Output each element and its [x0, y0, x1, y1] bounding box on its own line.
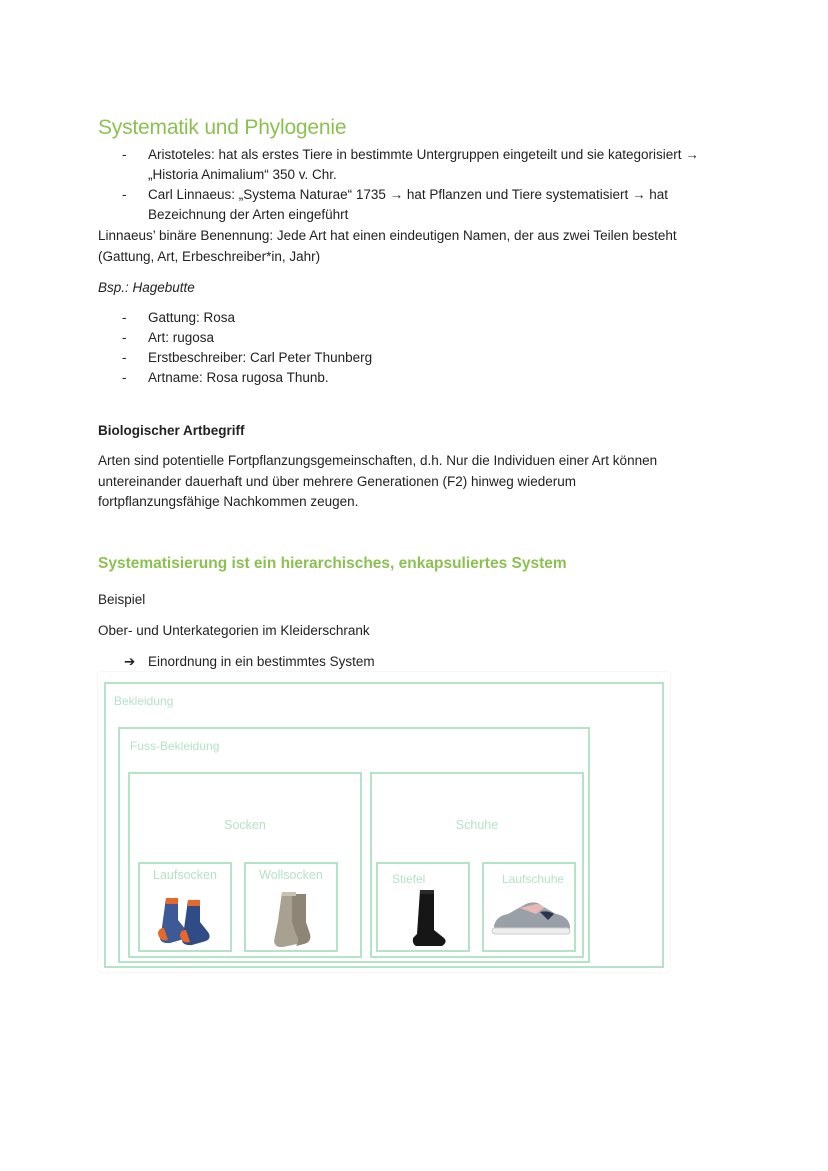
bio-heading: Biologischer Artbegriff [98, 423, 245, 438]
label-wollsocken: Wollsocken [259, 868, 323, 882]
box-laufschuhe [482, 862, 576, 952]
label-stiefel: Stiefel [392, 872, 426, 886]
label-laufsocken: Laufsocken [153, 868, 217, 882]
closet-line: Ober- und Unterkategorien im Kleiderschrank [98, 623, 370, 638]
binary-naming-paragraph: Linnaeus’ binäre Benennung: Jede Art hat einen eindeutigen Namen, der aus zwei Teilen besteht (Gattung, Art, Erbeschreiber*in, Jahr) [98, 228, 677, 264]
list-item: - Art: rugosa [122, 330, 215, 345]
example-label: Bsp.: Hagebutte [98, 280, 195, 295]
list-item: - Erstbeschreiber: Carl Peter Thunberg [122, 350, 373, 365]
system-heading: Systematisierung ist ein hierarchisches, enkapsuliertes System [98, 555, 567, 572]
box-wollsocken [244, 862, 338, 952]
label-schuhe: Schuhe [455, 818, 499, 832]
list-item: - Aristoteles: hat als erstes Tiere in bestimmte Untergruppen eingeteilt und sie kategorisiert → „Historia Animalium“ 350 v. Chr. [122, 147, 699, 182]
example-list [0, 308, 828, 388]
list-item: - Gattung: Rosa [122, 310, 236, 325]
history-list [0, 145, 828, 225]
list-item: - Artname: Rosa rugosa Thunb. [122, 370, 329, 385]
label-socken: Socken [224, 818, 266, 832]
label-bekleidung: Bekleidung [114, 694, 174, 708]
running-socks-icon [150, 894, 220, 948]
box-laufsocken [138, 862, 232, 952]
box-stiefel [376, 862, 470, 952]
bio-paragraph: Arten sind potentielle Fortpflanzungsgemeinschaften, d.h. Nur die Individuen einer Art können untereinander dauerhaft und über mehrere Generationen (F2) hinweg wiederum fortpflanzungsfähige Nachkommen zeugen. [98, 453, 658, 509]
running-shoe-icon [490, 898, 572, 938]
arrow-icon: ➔ [124, 654, 136, 669]
boot-icon [408, 888, 448, 950]
beispiel-label: Beispiel [98, 592, 146, 607]
label-laufschuhe: Laufschuhe [502, 872, 565, 886]
arrow-item: ➔ Einordnung in ein bestimmtes System [124, 652, 375, 672]
wool-socks-icon [268, 890, 318, 950]
bullet-dash: - [122, 187, 127, 202]
bullet-dash: - [122, 147, 127, 162]
page-title: Systematik und Phylogenie [98, 116, 347, 139]
clothing-hierarchy-diagram [98, 672, 670, 972]
list-item: - Carl Linnaeus: „Systema Naturae“ 1735 → hat Pflanzen und Tiere systematisiert → hat Bezeichnung der Arten eingeführt [122, 187, 669, 222]
label-fuss-bekleidung: Fuss-Bekleidung [130, 739, 220, 753]
